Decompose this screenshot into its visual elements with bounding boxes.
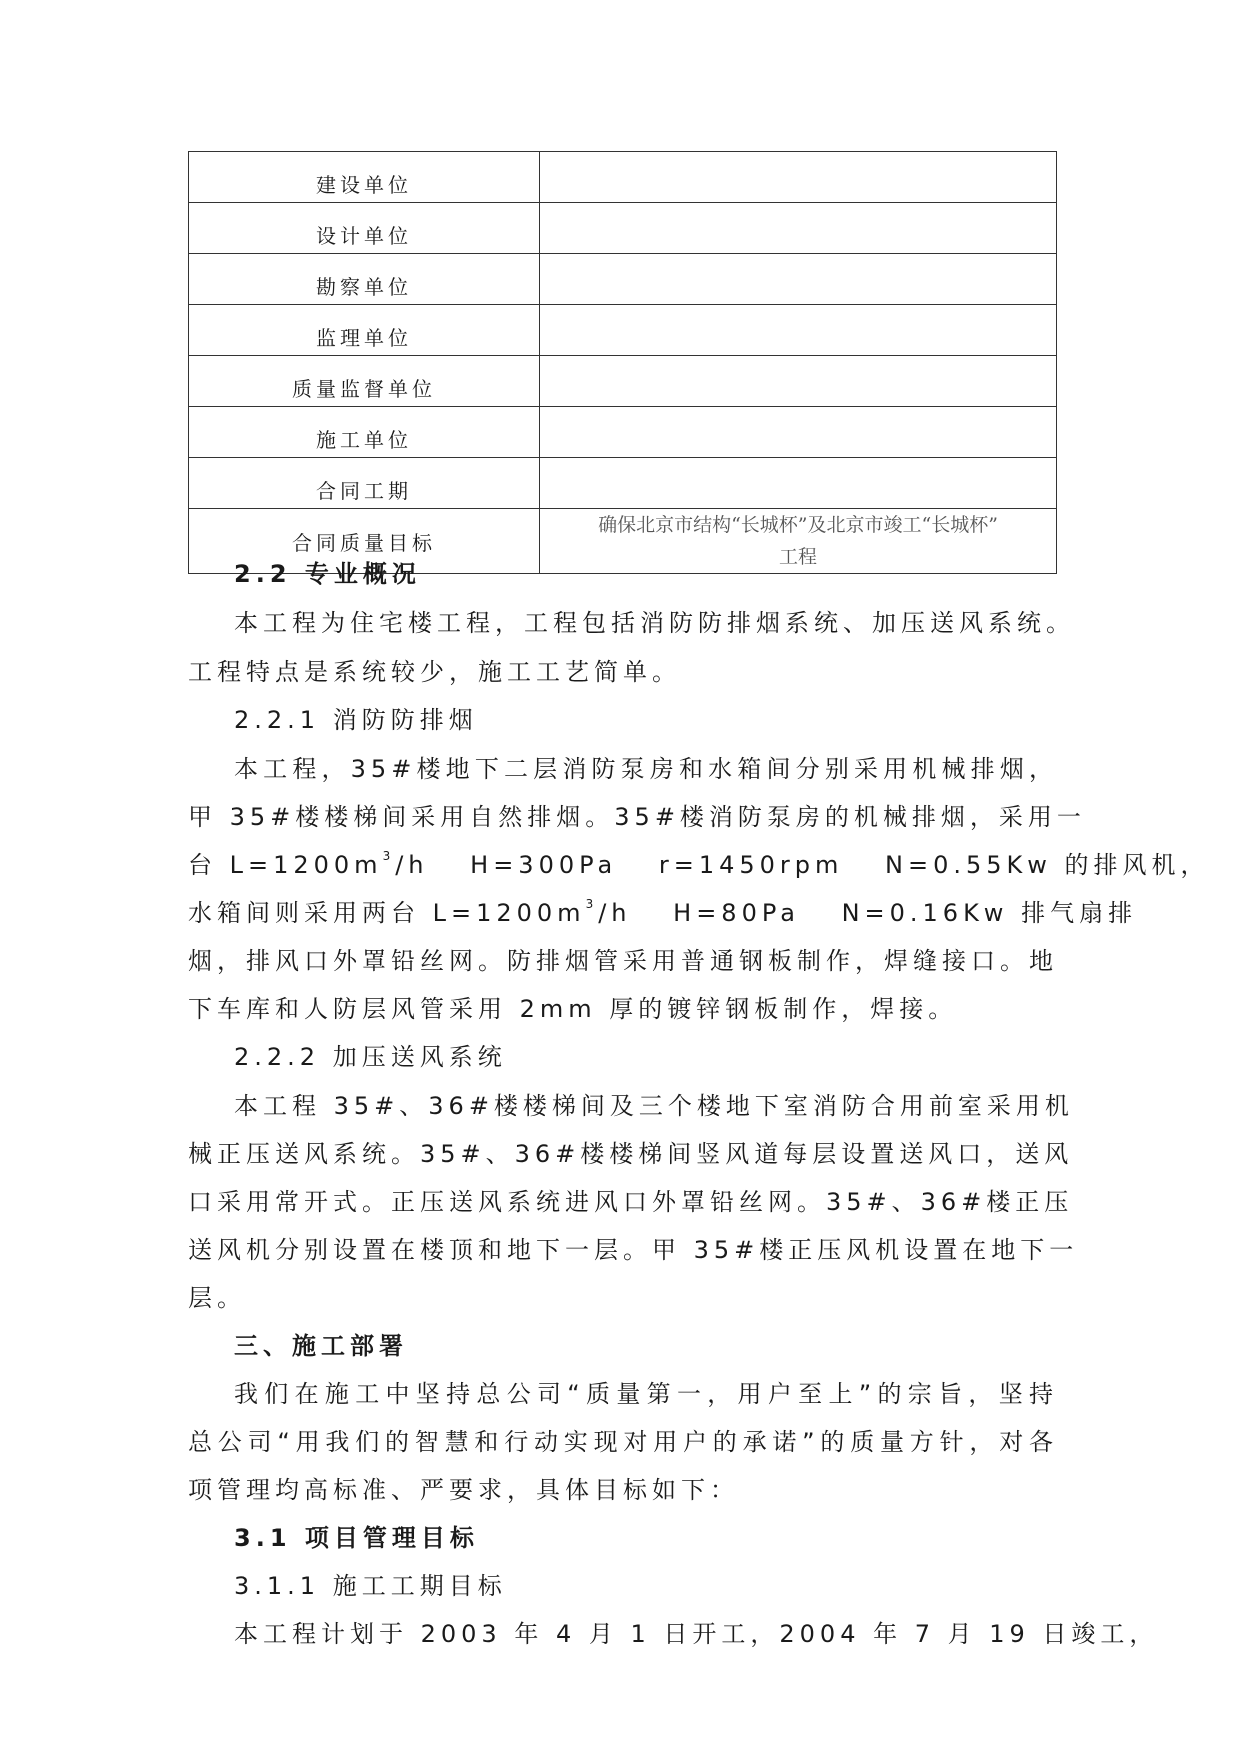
- row-value-design-unit: [540, 203, 1057, 254]
- text-run: 台 L=1200m: [188, 851, 383, 879]
- row-label-construction-unit: 建设单位: [189, 152, 540, 203]
- paragraph-line: 本工程 35#、36#楼楼梯间及三个楼地下室消防合用前室采用机: [234, 1092, 1074, 1120]
- heading-3-1-1: 3.1.1 施工工期目标: [234, 1572, 507, 1600]
- row-label-supervision-unit: 监理单位: [189, 305, 540, 356]
- row-value-survey-unit: [540, 254, 1057, 305]
- table-row: [189, 152, 1057, 203]
- superscript: 3: [382, 849, 396, 863]
- paragraph-line: 烟，排风口外罩铅丝网。防排烟管采用普通钢板制作，焊缝接口。地: [188, 947, 1058, 975]
- row-value-contractor-unit: [540, 407, 1057, 458]
- row-label-design-unit: 设计单位: [189, 203, 540, 254]
- row-value-supervision-unit: [540, 305, 1057, 356]
- text-run: 水箱间则采用两台 L=1200m: [188, 899, 586, 927]
- table-row: [189, 407, 1057, 458]
- paragraph-line: 项管理均高标准、严要求，具体目标如下：: [188, 1476, 739, 1504]
- paragraph-line: 本工程为住宅楼工程，工程包括消防防排烟系统、加压送风系统。: [234, 609, 1075, 637]
- paragraph-line: 甲 35#楼楼梯间采用自然排烟。35#楼消防泵房的机械排烟，采用一: [188, 803, 1086, 831]
- text-run: /h H=300Pa r=1450rpm N=0.55Kw 的排风机，: [395, 851, 1210, 879]
- row-label-quality-supervision-unit: 质量监督单位: [189, 356, 540, 407]
- heading-2-2-2: 2.2.2 加压送风系统: [234, 1043, 507, 1071]
- project-info-table: [188, 151, 1057, 574]
- paragraph-line: 本工程计划于 2003 年 4 月 1 日开工，2004 年 7 月 19 日竣工，: [234, 1620, 1159, 1648]
- heading-3-1: 3.1 项目管理目标: [234, 1524, 479, 1552]
- paragraph-line: 本工程，35#楼地下二层消防泵房和水箱间分别采用机械排烟，: [234, 755, 1058, 783]
- superscript: 3: [585, 897, 599, 911]
- heading-section-3: 三、施工部署: [234, 1332, 408, 1360]
- paragraph-line: 我们在施工中坚持总公司“质量第一，用户至上”的宗旨，坚持: [234, 1380, 1058, 1408]
- table-row: [189, 203, 1057, 254]
- paragraph-line: 下车库和人防层风管采用 2mm 厚的镀锌钢板制作，焊接。: [188, 995, 958, 1023]
- table-row: [189, 356, 1057, 407]
- paragraph-line: 送风机分别设置在楼顶和地下一层。甲 35#楼正压风机设置在地下一: [188, 1236, 1079, 1264]
- paragraph-line: 工程特点是系统较少，施工工艺简单。: [188, 658, 681, 686]
- table-row: [189, 254, 1057, 305]
- row-label-contractor-unit: 施工单位: [189, 407, 540, 458]
- heading-2-2: 2.2 专业概况: [234, 560, 421, 588]
- paragraph-line-with-superscript: [188, 849, 1210, 881]
- paragraph-line-with-superscript: [188, 897, 1138, 929]
- quality-goal-line-2: 工程: [778, 546, 817, 568]
- paragraph-line: 口采用常开式。正压送风系统进风口外罩铅丝网。35#、36#楼正压: [188, 1188, 1074, 1216]
- paragraph-line: 总公司“用我们的智慧和行动实现对用户的承诺”的质量方针，对各: [188, 1428, 1058, 1456]
- row-label-contract-period: 合同工期: [189, 458, 540, 509]
- row-value-contract-period: [540, 458, 1057, 509]
- table-row: [189, 305, 1057, 356]
- table-row: [189, 458, 1057, 509]
- row-value-quality-supervision-unit: [540, 356, 1057, 407]
- quality-goal-line-1: 确保北京市结构“长城杯”及北京市竣工“长城杯”: [598, 514, 998, 536]
- paragraph-line: 层。: [188, 1284, 246, 1312]
- paragraph-line: 械正压送风系统。35#、36#楼楼梯间竖风道每层设置送风口，送风: [188, 1140, 1074, 1168]
- text-run: /h H=80Pa N=0.16Kw 排气扇排: [598, 899, 1138, 927]
- row-label-survey-unit: 勘察单位: [189, 254, 540, 305]
- heading-2-2-1: 2.2.1 消防防排烟: [234, 706, 478, 734]
- row-label-quality-goal: 合同质量目标: [189, 509, 540, 574]
- row-value-construction-unit: [540, 152, 1057, 203]
